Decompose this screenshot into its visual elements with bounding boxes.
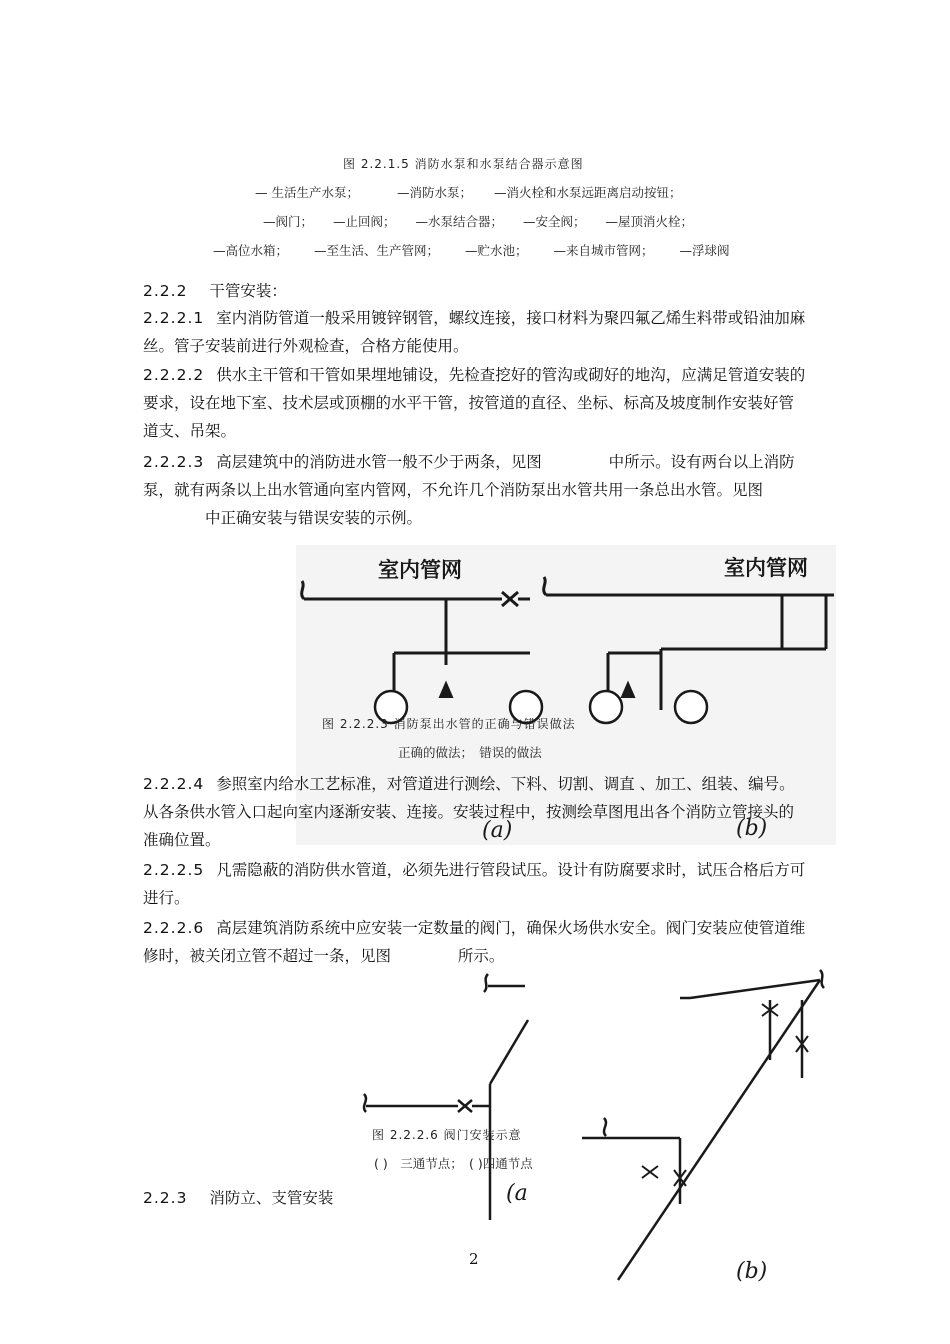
page-number: 2 bbox=[469, 1250, 479, 1268]
paragraph-number: 2.2.2.3 bbox=[143, 453, 205, 471]
valve-layout-figure bbox=[350, 960, 840, 1290]
paragraph-number: 2.2.2.4 bbox=[143, 775, 205, 793]
paragraph-text: 室内消防管道一般采用镀锌钢管，螺纹连接，接口材料为聚四氟乙烯生料带或铅油加麻丝。管子安装前进行外观检查，合格方能使用。 bbox=[143, 309, 806, 355]
figure-label-indoor-network-a: 室内管网 bbox=[378, 558, 462, 582]
paragraph-text: 参照室内给水工艺标准，对管道进行测绘、下料、切割、调直 、加工、组装、编号。从各条供水管入口起向室内逐渐安装、连接。安装过程中，按测绘草图甩出各个消防立管接头的准确位置。 bbox=[143, 775, 795, 849]
legend-item: —消防水泵； bbox=[396, 185, 472, 200]
paragraph-text: 高层建筑消防系统中应安装一定数量的阀门，确保火场供水安全。阀门安装应使管道维修时，被关闭立管不超过一条，见图 所示。 bbox=[143, 919, 806, 965]
legend-line-3 bbox=[213, 241, 729, 259]
section-title: 消防立、支管安装 bbox=[209, 1189, 334, 1207]
section-title: 干管安装： bbox=[209, 282, 287, 300]
paragraph-2-2-2-2 bbox=[143, 361, 808, 445]
figure-caption-2-2-2-3: 图 2.2.2.3 消防泵出水管的正确与错误做法 bbox=[322, 717, 576, 731]
legend-item: —至生活、生产管网； bbox=[313, 243, 439, 258]
legend-line-2 bbox=[263, 212, 693, 230]
legend-item: —止回阀； bbox=[332, 214, 396, 229]
legend-item: —贮水池； bbox=[464, 243, 528, 258]
section-number: 2.2.2 bbox=[143, 282, 188, 300]
section-heading-2-2-2 bbox=[143, 279, 287, 301]
figure-label-indoor-network-b: 室内管网 bbox=[724, 556, 808, 580]
legend-item: —消火栓和水泵远距离启动按钮； bbox=[493, 185, 682, 200]
paragraph-number: 2.2.2.2 bbox=[143, 366, 205, 384]
section-heading-2-2-3 bbox=[143, 1186, 333, 1208]
legend-item: —来自城市管网； bbox=[553, 243, 654, 258]
paragraph-2-2-2-5 bbox=[143, 856, 808, 912]
paragraph-2-2-2-1 bbox=[143, 304, 808, 360]
figure-sublabel-a: (a) bbox=[482, 818, 513, 843]
legend-item: — 生活生产水泵； bbox=[255, 185, 359, 200]
paragraph-number: 2.2.2.1 bbox=[143, 309, 205, 327]
legend-item: —屋顶消火栓； bbox=[605, 214, 693, 229]
legend-item: —水泵结合器； bbox=[415, 214, 503, 229]
figure-legend-2-2-2-6: ( ) 三通节点； ( )四通节点 bbox=[374, 1156, 533, 1171]
legend-item: —阀门； bbox=[263, 214, 314, 229]
figure-sublabel-b: (b) bbox=[736, 816, 768, 841]
legend-item: —高位水箱； bbox=[213, 243, 289, 258]
paragraph-2-2-2-4 bbox=[143, 770, 808, 854]
legend-item: —浮球阀 bbox=[679, 243, 730, 258]
paragraph-number: 2.2.2.6 bbox=[143, 919, 205, 937]
legend-line-1 bbox=[255, 183, 681, 201]
paragraph-text: 凡需隐蔽的消防供水管道，必须先进行管段试压。设计有防腐要求时，试压合格后方可进行。 bbox=[143, 861, 806, 907]
figure-caption-2-2-2-6: 图 2.2.2.6 阀门安装示意 bbox=[372, 1128, 522, 1142]
figure-sublabel-b-valve: (b) bbox=[736, 1259, 768, 1284]
paragraph-2-2-2-3 bbox=[143, 448, 808, 532]
paragraph-text: 高层建筑中的消防进水管一般不少于两条，见图 中所示。设有两台以上消防泵，就有两条以上出水管通向室内管网，不允许几个消防泵出水管共用一条总出水管。见图 中正确安装与错误安装的示例。 bbox=[143, 453, 795, 527]
figure-sublabel-a-valve: (a bbox=[506, 1181, 528, 1206]
legend-item: —安全阀； bbox=[522, 214, 586, 229]
section-number: 2.2.3 bbox=[143, 1189, 188, 1207]
figure-legend-2-2-2-3: 正确的做法； 错误的做法 bbox=[398, 745, 542, 760]
paragraph-number: 2.2.2.5 bbox=[143, 861, 205, 879]
paragraph-text: 供水主干管和干管如果埋地铺设，先检查挖好的管沟或砌好的地沟，应满足管道安装的要求，设在地下室、技术层或顶棚的水平干管，按管道的直径、坐标、标高及坡度制作安装好管道支、吊架。 bbox=[143, 366, 806, 440]
figure-caption-2-2-1-5: 图 2.2.1.5 消防水泵和水泵结合器示意图 bbox=[343, 157, 584, 171]
